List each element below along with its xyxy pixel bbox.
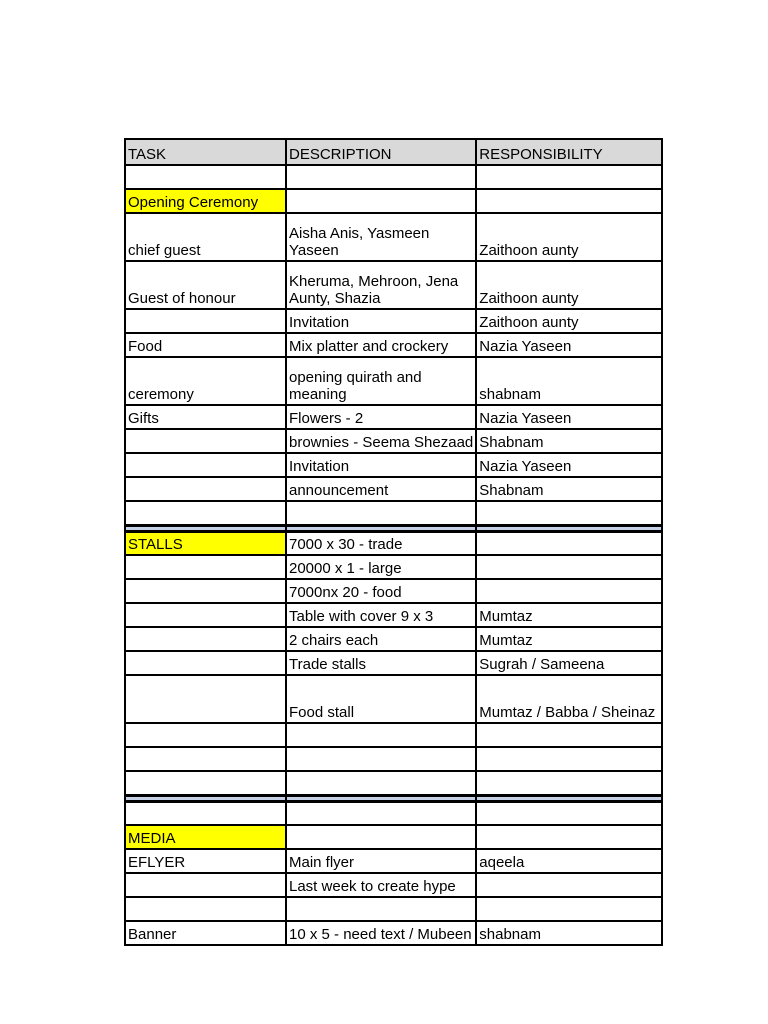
task-cell[interactable]: Gifts [125,405,286,429]
task-cell[interactable] [125,771,286,795]
description-cell[interactable]: Flowers - 2 [286,405,476,429]
task-cell[interactable] [125,453,286,477]
table-row [125,771,662,795]
description-cell[interactable] [286,825,476,849]
header-task[interactable]: TASK [125,139,286,165]
header-row [125,139,662,165]
responsibility-cell[interactable]: Mumtaz / Babba / Sheinaz [476,675,662,723]
section-label-media[interactable]: MEDIA [125,825,286,849]
responsibility-cell[interactable] [476,189,662,213]
table-row [125,309,662,333]
task-cell[interactable] [125,897,286,921]
task-cell[interactable] [125,603,286,627]
table-row [125,213,662,261]
description-cell[interactable] [286,897,476,921]
responsibility-cell[interactable] [476,771,662,795]
table-row [125,627,662,651]
task-cell[interactable] [125,651,286,675]
table-row [125,897,662,921]
description-cell[interactable] [286,723,476,747]
description-cell[interactable] [286,189,476,213]
responsibility-cell[interactable]: Shabnam [476,429,662,453]
description-cell[interactable] [286,165,476,189]
responsibility-cell[interactable]: Zaithoon aunty [476,213,662,261]
description-cell[interactable]: Invitation [286,309,476,333]
section-label-stalls[interactable]: STALLS [125,531,286,555]
responsibility-cell[interactable]: Zaithoon aunty [476,309,662,333]
table-row [125,921,662,945]
description-cell[interactable]: 2 chairs each [286,627,476,651]
table-row [125,801,662,825]
responsibility-cell[interactable]: Nazia Yaseen [476,453,662,477]
responsibility-cell[interactable] [476,501,662,525]
task-cell[interactable]: ceremony [125,357,286,405]
table-row [125,675,662,723]
description-cell[interactable] [286,747,476,771]
description-cell[interactable]: 20000 x 1 - large [286,555,476,579]
table-row [125,555,662,579]
task-cell[interactable] [125,873,286,897]
task-cell[interactable] [125,675,286,723]
description-cell[interactable]: Table with cover 9 x 3 [286,603,476,627]
description-cell[interactable]: 10 x 5 - need text / Mubeen [286,921,476,945]
description-cell[interactable]: Aisha Anis, Yasmeen Yaseen [286,213,476,261]
responsibility-cell[interactable] [476,873,662,897]
table-row [125,357,662,405]
section-row-opening-ceremony [125,189,662,213]
task-cell[interactable] [125,429,286,453]
description-cell[interactable]: 7000nx 20 - food [286,579,476,603]
responsibility-cell[interactable] [476,579,662,603]
responsibility-cell[interactable]: Mumtaz [476,603,662,627]
task-cell[interactable] [125,477,286,501]
task-cell[interactable] [125,747,286,771]
responsibility-cell[interactable] [476,897,662,921]
responsibility-cell[interactable] [476,747,662,771]
responsibility-cell[interactable] [476,165,662,189]
description-cell[interactable]: announcement [286,477,476,501]
table-row [125,453,662,477]
task-cell[interactable] [125,165,286,189]
table-row [125,747,662,771]
section-row-media [125,825,662,849]
description-cell[interactable]: brownies - Seema Shezaad [286,429,476,453]
table-row [125,477,662,501]
task-cell[interactable]: Food [125,333,286,357]
table-row [125,849,662,873]
task-cell[interactable] [125,801,286,825]
description-cell[interactable] [286,771,476,795]
responsibility-cell[interactable] [476,723,662,747]
responsibility-cell[interactable]: aqeela [476,849,662,873]
responsibility-cell[interactable]: Nazia Yaseen [476,333,662,357]
table-row [125,579,662,603]
responsibility-cell[interactable]: Zaithoon aunty [476,261,662,309]
description-cell[interactable]: Invitation [286,453,476,477]
responsibility-cell[interactable]: shabnam [476,921,662,945]
task-cell[interactable] [125,501,286,525]
description-cell[interactable]: Trade stalls [286,651,476,675]
task-table [124,138,663,946]
description-cell[interactable]: 7000 x 30 - trade [286,531,476,555]
responsibility-cell[interactable]: Sugrah / Sameena [476,651,662,675]
task-cell[interactable] [125,555,286,579]
task-cell[interactable]: Banner [125,921,286,945]
responsibility-cell[interactable] [476,531,662,555]
header-responsibility[interactable]: RESPONSIBILITY [476,139,662,165]
description-cell[interactable]: Mix platter and crockery [286,333,476,357]
responsibility-cell[interactable] [476,555,662,579]
description-cell[interactable] [286,501,476,525]
description-cell[interactable]: Last week to create hype [286,873,476,897]
description-cell[interactable]: Kheruma, Mehroon, Jena Aunty, Shazia [286,261,476,309]
description-cell[interactable]: Food stall [286,675,476,723]
table-row [125,165,662,189]
table-row [125,333,662,357]
table-row [125,429,662,453]
task-cell[interactable]: Guest of honour [125,261,286,309]
table-row [125,405,662,429]
responsibility-cell[interactable]: Nazia Yaseen [476,405,662,429]
table-row [125,501,662,525]
description-cell[interactable]: Main flyer [286,849,476,873]
responsibility-cell[interactable]: shabnam [476,357,662,405]
section-label-opening-ceremony[interactable]: Opening Ceremony [125,189,286,213]
task-cell[interactable] [125,309,286,333]
task-cell[interactable] [125,723,286,747]
description-cell[interactable] [286,801,476,825]
task-cell[interactable]: chief guest [125,213,286,261]
table-row [125,603,662,627]
table-row [125,261,662,309]
task-cell[interactable]: EFLYER [125,849,286,873]
description-cell[interactable]: opening quirath and meaning [286,357,476,405]
task-cell[interactable] [125,579,286,603]
responsibility-cell[interactable] [476,801,662,825]
section-row-stalls [125,531,662,555]
table-row [125,651,662,675]
table-row [125,723,662,747]
responsibility-cell[interactable] [476,825,662,849]
responsibility-cell[interactable]: Mumtaz [476,627,662,651]
responsibility-cell[interactable]: Shabnam [476,477,662,501]
task-cell[interactable] [125,627,286,651]
table-row [125,873,662,897]
header-description[interactable]: DESCRIPTION [286,139,476,165]
